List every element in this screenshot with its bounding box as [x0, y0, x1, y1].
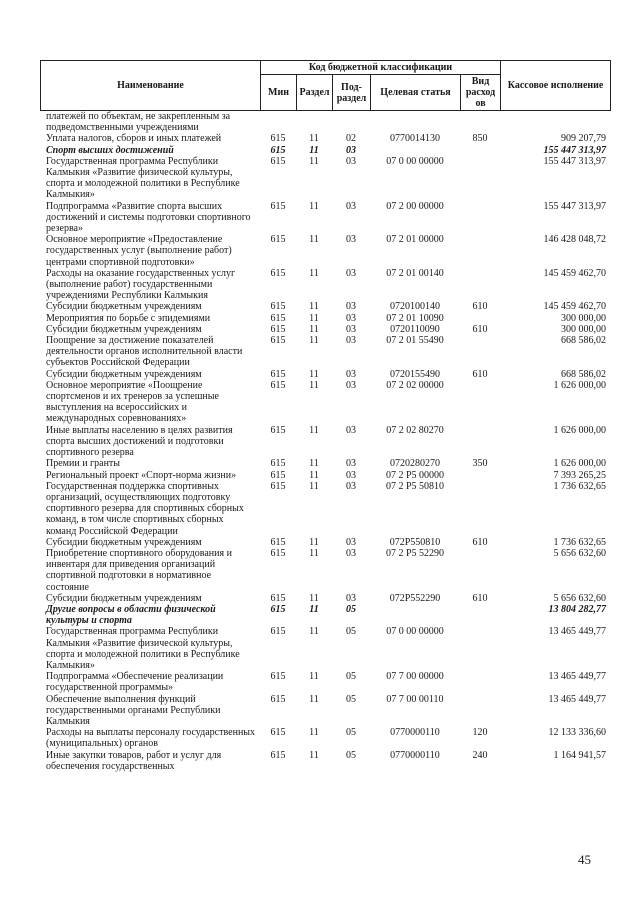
cell-podrazdel: 03: [346, 368, 356, 380]
cell-razdel: 11: [309, 749, 319, 761]
cell-name: Иные выплаты населению в целях развития спорта высших достижений и подготовки спортивного резерва: [46, 424, 233, 459]
cell-min: 615: [270, 200, 286, 212]
cell-name: Обеспечение выполнения функций государственными органами Республики Калмыкия: [46, 693, 221, 727]
cell-vid: [460, 156, 500, 201]
cell-podrazdel: 03: [346, 424, 356, 436]
cell-podrazdel: 05: [346, 727, 356, 739]
cell-amount: 145 459 462,70: [543, 301, 606, 313]
table-row: [40, 425, 610, 459]
cell-vid: 610: [472, 368, 488, 380]
cell-target: 07 2 P5 50810: [385, 480, 445, 492]
table-row: [40, 313, 610, 324]
cell-name: Приобретение спортивного оборудования и инвентаря для приведения организаций спортивной подготовки в нормативное состояние: [46, 547, 232, 593]
table-row: [40, 335, 610, 369]
cell-podrazdel: 02: [346, 133, 356, 145]
cell-name: Уплата налогов, сборов и иных платежей: [46, 133, 222, 145]
cell-name: Поощрение за достижение показателей деятельности органов исполнительной власти субъектов Российской Федерации: [46, 335, 243, 369]
cell-razdel: 11: [309, 200, 319, 212]
cell-min: 615: [270, 301, 286, 313]
cell-vid: [460, 201, 500, 235]
cell-min: [260, 111, 296, 133]
cell-vid: 850: [472, 133, 488, 145]
cell-podrazdel: 03: [346, 379, 356, 391]
cell-vid: [460, 335, 500, 369]
cell-vid: 610: [472, 592, 488, 604]
cell-podrazdel: 03: [346, 480, 356, 492]
cell-amount: 145 459 462,70: [543, 267, 606, 279]
cell-podrazdel: 03: [346, 592, 356, 604]
cell-name: Субсидии бюджетным учреждениям: [46, 536, 202, 548]
cell-amount: 12 133 336,60: [548, 727, 606, 739]
header-amount: Кассовое исполнение: [501, 61, 611, 111]
cell-target: 0770000110: [390, 727, 440, 739]
cell-vid: [460, 481, 500, 537]
cell-target: [370, 111, 460, 133]
budget-table: [40, 111, 610, 772]
cell-target: 0720110090: [390, 323, 440, 335]
table-row: [40, 750, 610, 772]
cell-podrazdel: 05: [346, 626, 356, 638]
cell-min: 615: [270, 626, 286, 638]
cell-razdel: 11: [309, 536, 319, 548]
cell-razdel: 11: [309, 133, 319, 145]
cell-name: Мероприятия по борьбе с эпидемиями: [46, 312, 211, 324]
cell-vid: [460, 694, 500, 728]
cell-min: 615: [270, 312, 286, 324]
cell-vid: [460, 380, 500, 425]
cell-vid: [460, 425, 500, 459]
cell-min: 615: [270, 693, 286, 705]
cell-podrazdel: 03: [346, 200, 356, 212]
cell-name: Государственная поддержка спортивных организаций, осуществляющих подготовку спортивного резерва для спортивных сборных команд, в том числе спортивных сборных команд Российской Федерации: [46, 480, 244, 537]
cell-min: 615: [270, 458, 286, 470]
cell-target: 07 2 01 00000: [386, 234, 444, 246]
cell-razdel: 11: [309, 323, 319, 335]
cell-name: Премии и гранты: [46, 458, 121, 470]
cell-min: 615: [270, 133, 286, 145]
cell-min: 615: [270, 469, 286, 481]
cell-target: [370, 604, 460, 626]
cell-razdel: 11: [309, 693, 319, 705]
cell-razdel: 11: [309, 480, 319, 492]
table-row: [40, 727, 610, 749]
cell-target: 07 7 00 00000: [386, 671, 444, 683]
cell-name: Другие вопросы в области физической культуры и спорта: [46, 603, 216, 627]
cell-target: 07 0 00 00000: [386, 626, 444, 638]
cell-vid: [460, 313, 500, 324]
cell-name: Субсидии бюджетным учреждениям: [46, 368, 202, 380]
table-row: [40, 593, 610, 604]
cell-amount: 1 626 000,00: [553, 424, 606, 436]
table-row: [40, 111, 610, 133]
table-row: [40, 470, 610, 481]
table-row: [40, 481, 610, 537]
cell-razdel: 11: [309, 603, 319, 615]
cell-min: 615: [270, 335, 286, 347]
table-row: [40, 604, 610, 626]
cell-name: Государственная программа Республики Калмыкия «Развитие физической культуры, спорта и молодежной политики в Республике Калмыкия»: [46, 626, 240, 671]
table-row: [40, 133, 610, 144]
cell-min: 615: [270, 234, 286, 246]
header-vid: Вид расход ов: [461, 75, 501, 111]
cell-target: 07 2 01 00140: [386, 267, 444, 279]
cell-podrazdel: 03: [346, 312, 356, 324]
cell-name: Подпрограмма «Обеспечение реализации государственной программы»: [46, 671, 224, 694]
cell-min: 615: [270, 603, 286, 615]
cell-razdel: 11: [309, 458, 319, 470]
cell-min: 615: [270, 323, 286, 335]
cell-target: 07 2 P5 00000: [385, 469, 445, 481]
cell-target: 07 2 01 10090: [386, 312, 444, 324]
cell-podrazdel: 05: [346, 693, 356, 705]
cell-podrazdel: 05: [346, 603, 356, 615]
cell-amount: 300 000,00: [561, 323, 606, 335]
table-row: [40, 268, 610, 302]
cell-vid: [460, 626, 500, 671]
cell-razdel: 11: [309, 234, 319, 246]
cell-amount: [500, 111, 610, 133]
header-code-group: Код бюджетной классификации: [261, 61, 501, 75]
cell-name: Государственная программа Республики Калмыкия «Развитие физической культуры, спорта и молодежной политики в Республике Калмыкия»: [46, 155, 240, 201]
cell-razdel: 11: [309, 592, 319, 604]
cell-amount: 155 447 313,97: [543, 155, 606, 167]
cell-amount: 1 626 000,00: [553, 379, 606, 391]
cell-podrazdel: 03: [346, 234, 356, 246]
cell-name: Расходы на оказание государственных услуг (выполнение работ) государственными учреждениями Республики Калмыкия: [46, 267, 236, 302]
cell-amount: 146 428 048,72: [543, 234, 606, 246]
header-podrazdel: Под-раздел: [333, 75, 371, 111]
table-row: [40, 156, 610, 201]
cell-vid: 610: [472, 323, 488, 335]
cell-name: Иные закупки товаров, работ и услуг для обеспечения государственных: [46, 749, 222, 772]
cell-target: 07 2 00 00000: [386, 200, 444, 212]
header-razdel: Раздел: [297, 75, 333, 111]
cell-amount: 5 656 632,60: [553, 547, 606, 559]
table-row: [40, 537, 610, 548]
cell-name: Субсидии бюджетным учреждениям: [46, 301, 202, 313]
cell-min: 615: [270, 144, 286, 156]
cell-podrazdel: 03: [346, 144, 356, 156]
cell-razdel: 11: [309, 671, 319, 683]
cell-vid: [460, 671, 500, 693]
table-row: [40, 324, 610, 335]
cell-razdel: 11: [309, 312, 319, 324]
cell-vid: [460, 268, 500, 302]
cell-name: Основное мероприятие «Поощрение спортсменов и их тренеров за успешные выступления на всероссийских и международных соревнованиях»: [46, 379, 219, 425]
cell-podrazdel: [332, 111, 370, 133]
cell-min: 615: [270, 547, 286, 559]
cell-target: 0720100140: [390, 301, 440, 313]
cell-name: Подпрограмма «Развитие спорта высших достижений и системы подготовки спортивного резерва»: [46, 200, 251, 235]
cell-target: 07 2 P5 52290: [385, 547, 445, 559]
cell-vid: 610: [472, 536, 488, 548]
cell-razdel: 11: [309, 301, 319, 313]
cell-podrazdel: 05: [346, 749, 356, 761]
cell-vid: 120: [472, 727, 488, 739]
cell-min: 615: [270, 536, 286, 548]
cell-razdel: 11: [309, 267, 319, 279]
cell-amount: 13 465 449,77: [548, 693, 606, 705]
cell-vid: [460, 604, 500, 626]
cell-target: [370, 145, 460, 156]
header-name: Наименование: [41, 61, 261, 111]
cell-target: 0720155490: [390, 368, 440, 380]
cell-target: 0770000110: [390, 749, 440, 761]
cell-razdel: 11: [309, 379, 319, 391]
document-page: [40, 60, 610, 772]
cell-vid: 240: [472, 749, 488, 761]
cell-amount: 13 465 449,77: [548, 626, 606, 638]
header-target: Целевая статья: [371, 75, 461, 111]
cell-target: 07 2 01 55490: [386, 335, 444, 347]
cell-amount: 155 447 313,97: [543, 200, 606, 212]
cell-razdel: 11: [309, 368, 319, 380]
cell-name: Региональный проект «Спорт-норма жизни»: [46, 469, 237, 481]
cell-min: 615: [270, 267, 286, 279]
cell-amount: 1 736 632,65: [553, 536, 606, 548]
cell-target: 07 0 00 00000: [386, 155, 444, 167]
cell-podrazdel: 03: [346, 155, 356, 167]
table-row: [40, 145, 610, 156]
cell-target: 07 7 00 00110: [386, 693, 444, 705]
cell-podrazdel: 03: [346, 335, 356, 347]
cell-amount: 1 736 632,65: [553, 480, 606, 492]
cell-podrazdel: 03: [346, 547, 356, 559]
cell-amount: 1 626 000,00: [553, 458, 606, 470]
cell-amount: 155 447 313,97: [543, 144, 606, 156]
cell-target: 072P552290: [389, 592, 441, 604]
cell-amount: 5 656 632,60: [553, 592, 606, 604]
cell-name: Основное мероприятие «Предоставление государственных услуг (выполнение работ) центрами спортивной подготовки»: [46, 234, 232, 268]
cell-razdel: [296, 111, 332, 133]
table-row: [40, 694, 610, 728]
cell-amount: 668 586,02: [561, 335, 606, 347]
table-row: [40, 626, 610, 671]
cell-min: 615: [270, 424, 286, 436]
cell-min: 615: [270, 727, 286, 739]
cell-vid: [460, 111, 500, 133]
cell-amount: 1 164 941,57: [553, 749, 606, 761]
cell-target: 07 2 02 00000: [386, 379, 444, 391]
cell-amount: 7 393 265,25: [553, 469, 606, 481]
cell-name: платежей по объектам, не закрепленным за подведомственными учреждениями: [46, 111, 231, 134]
cell-vid: 610: [472, 301, 488, 313]
table-row: [40, 671, 610, 693]
header-min: Мин: [261, 75, 297, 111]
table-row: [40, 201, 610, 235]
cell-amount: 909 207,79: [561, 133, 606, 145]
cell-vid: [460, 234, 500, 268]
cell-podrazdel: 03: [346, 536, 356, 548]
cell-podrazdel: 05: [346, 671, 356, 683]
cell-podrazdel: 03: [346, 301, 356, 313]
cell-razdel: 11: [309, 626, 319, 638]
table-row: [40, 234, 610, 268]
cell-razdel: 11: [309, 144, 319, 156]
cell-podrazdel: 03: [346, 267, 356, 279]
cell-name: Спорт высших достижений: [46, 144, 174, 156]
cell-amount: 300 000,00: [561, 312, 606, 324]
cell-name: Субсидии бюджетным учреждениям: [46, 323, 202, 335]
cell-vid: 350: [472, 458, 488, 470]
cell-vid: [460, 145, 500, 156]
cell-razdel: 11: [309, 155, 319, 167]
cell-min: 615: [270, 749, 286, 761]
cell-name: Субсидии бюджетным учреждениям: [46, 592, 202, 604]
cell-razdel: 11: [309, 727, 319, 739]
table-header: [40, 60, 611, 111]
cell-min: 615: [270, 480, 286, 492]
cell-target: 07 2 02 80270: [386, 424, 444, 436]
cell-amount: 13 804 282,77: [548, 603, 606, 615]
page-number: 45: [578, 852, 591, 867]
cell-min: 615: [270, 368, 286, 380]
cell-min: 615: [270, 379, 286, 391]
cell-razdel: 11: [309, 424, 319, 436]
cell-amount: 13 465 449,77: [548, 671, 606, 683]
table-row: [40, 548, 610, 593]
cell-razdel: 11: [309, 547, 319, 559]
cell-amount: 668 586,02: [561, 368, 606, 380]
cell-vid: [460, 548, 500, 593]
cell-min: 615: [270, 671, 286, 683]
cell-podrazdel: 03: [346, 323, 356, 335]
cell-min: 615: [270, 155, 286, 167]
table-row: [40, 369, 610, 380]
table-row: [40, 458, 610, 469]
cell-name: Расходы на выплаты персоналу государственных (муниципальных) органов: [46, 727, 256, 750]
cell-razdel: 11: [309, 469, 319, 481]
table-row: [40, 380, 610, 425]
cell-target: 072P550810: [389, 536, 441, 548]
cell-podrazdel: 03: [346, 469, 356, 481]
cell-min: 615: [270, 592, 286, 604]
cell-podrazdel: 03: [346, 458, 356, 470]
cell-target: 0720280270: [390, 458, 440, 470]
cell-target: 0770014130: [390, 133, 440, 145]
table-row: [40, 301, 610, 312]
cell-razdel: 11: [309, 335, 319, 347]
cell-vid: [460, 470, 500, 481]
